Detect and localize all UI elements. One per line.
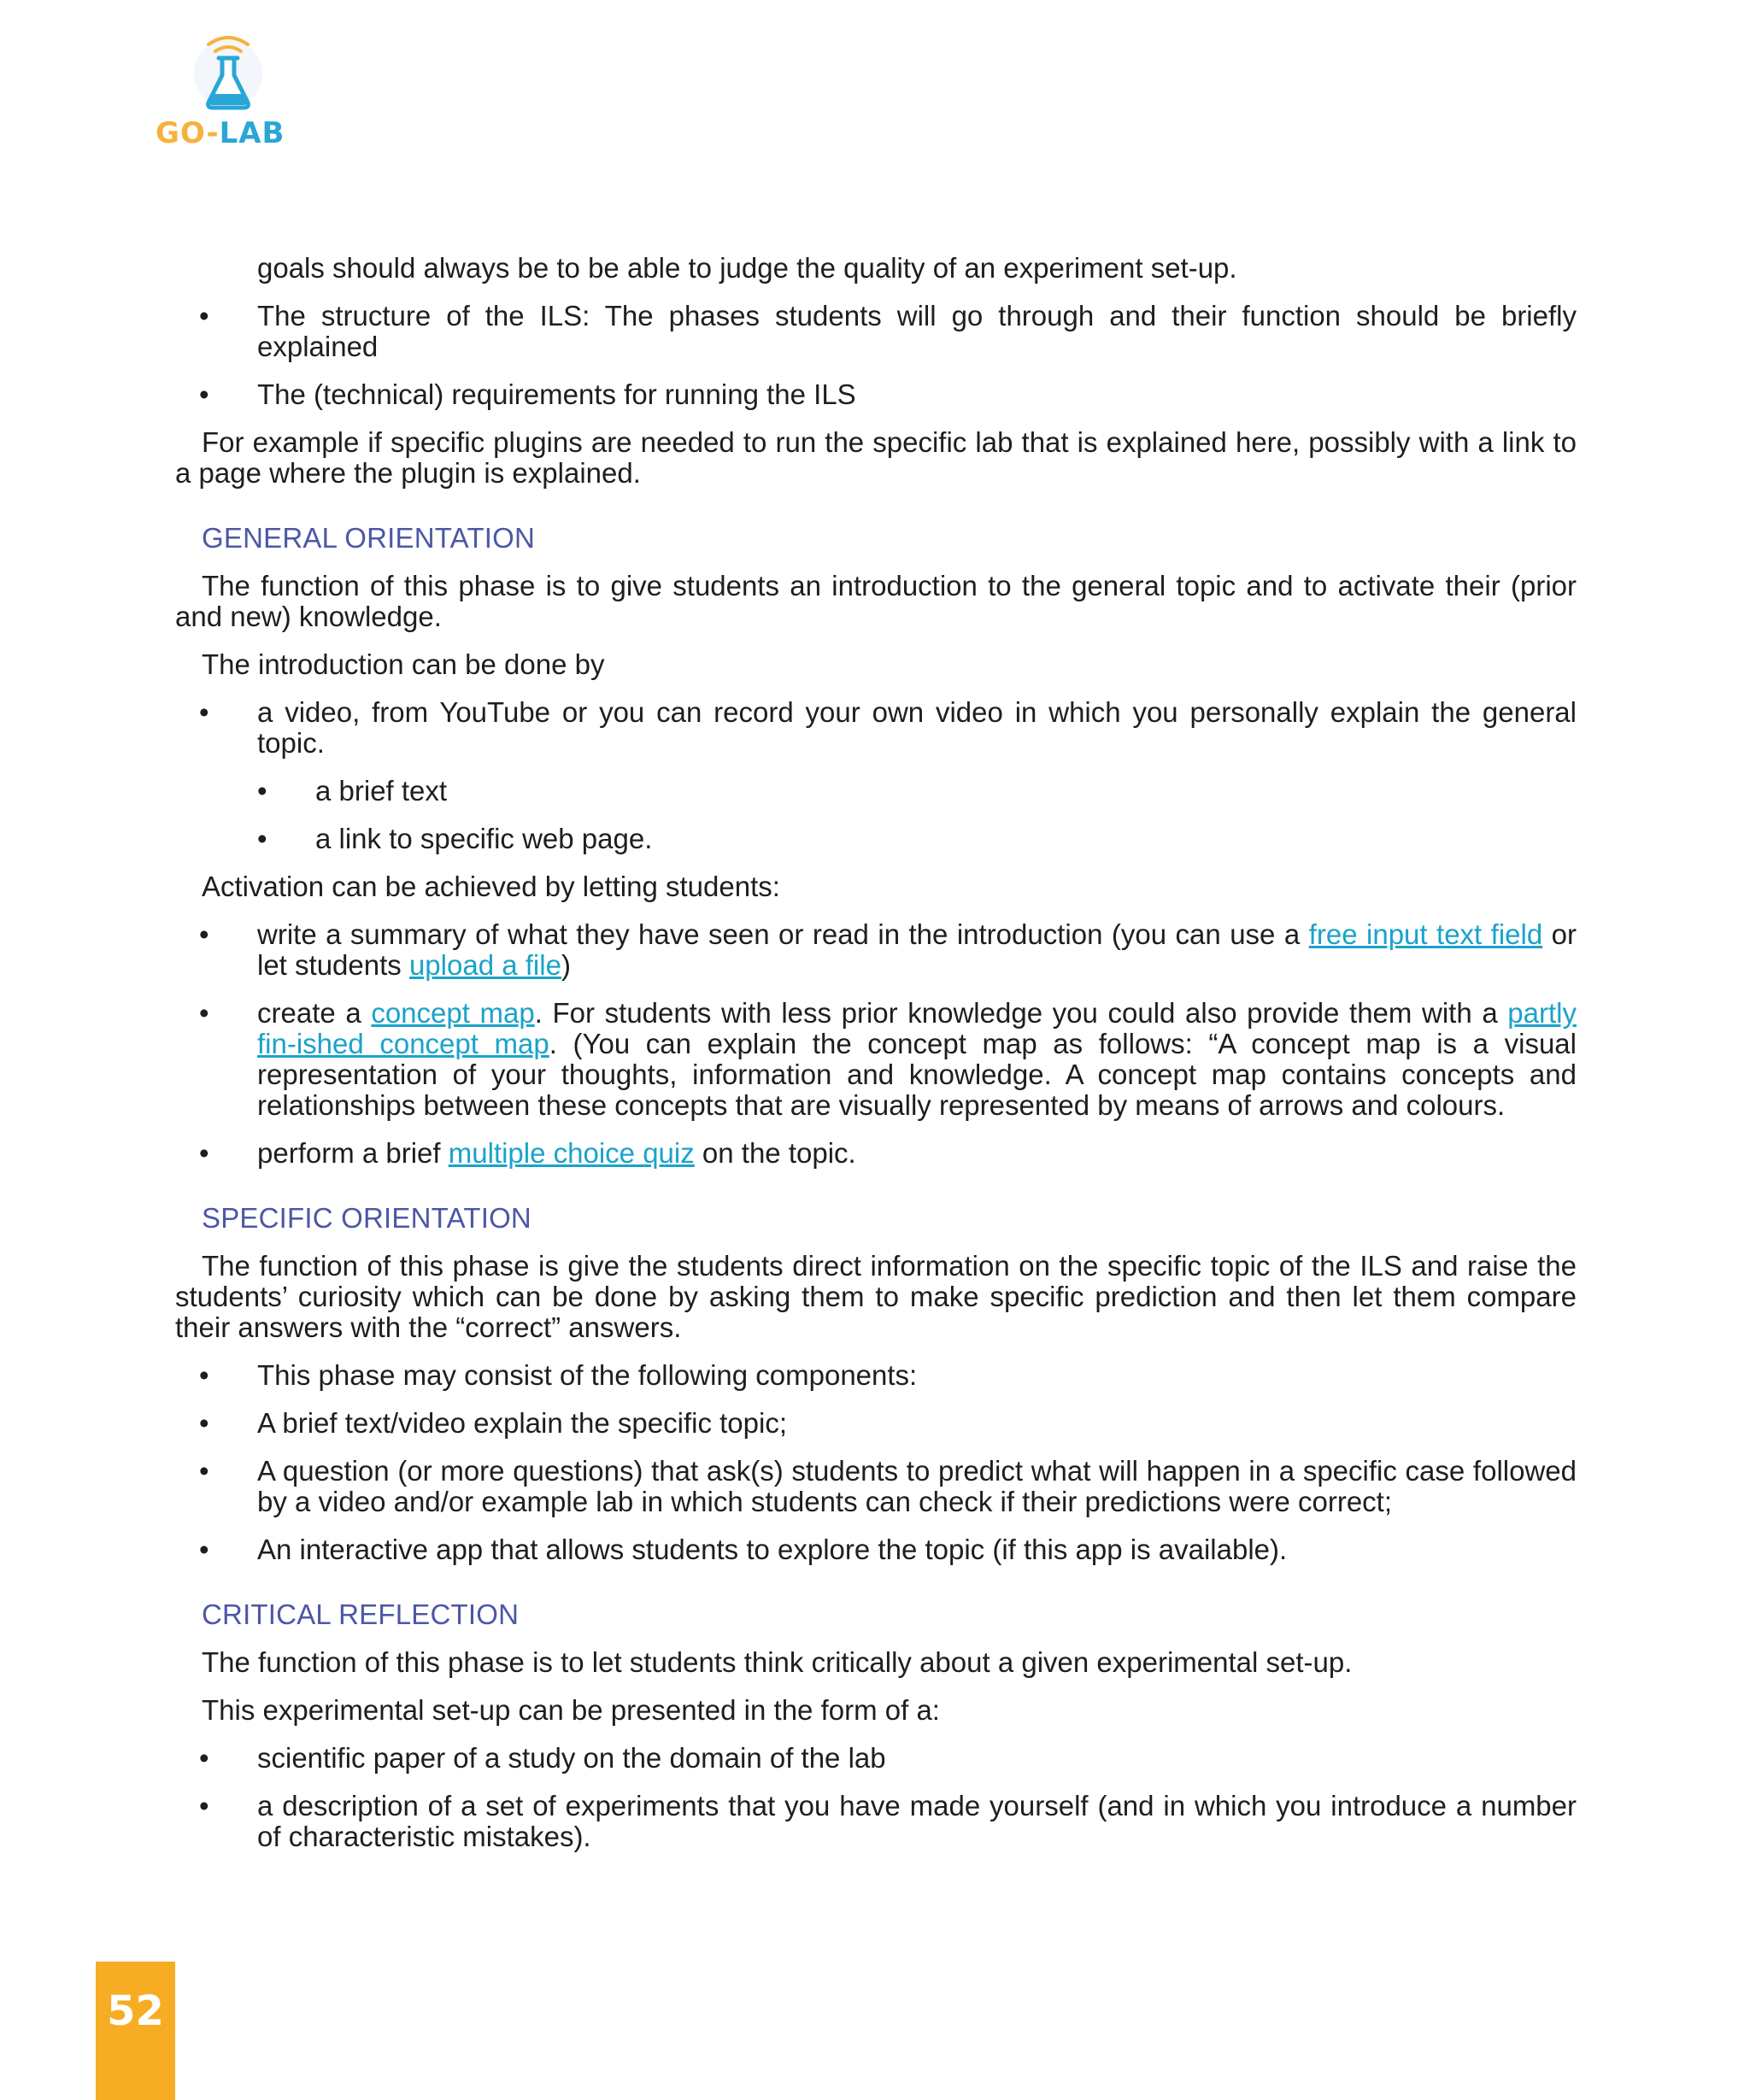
page-content bbox=[175, 253, 1577, 1869]
bullet-glyph: • bbox=[199, 378, 209, 410]
list-item-text: The structure of the ILS: The phases students will go through and their function should be briefly explained bbox=[257, 300, 1577, 362]
paragraph-plugins: For example if specific plugins are needed to run the specific lab that is explained here, possibly with a link to a page where the plugin is explained. bbox=[175, 426, 1577, 489]
list-item-text: a video, from YouTube or you can record your own video in which you personally explain the general topic. bbox=[257, 696, 1577, 759]
list-item-text: . (You can explain the concept map as follows: “A concept map is a visual representation of your thoughts, information and knowledge. A concept map contains concepts and relationships between these concepts that are visually represented by means of arrows and colours. bbox=[257, 1028, 1577, 1121]
bullet-glyph: • bbox=[199, 300, 209, 331]
concept-map-link[interactable]: concept map bbox=[371, 997, 535, 1029]
list-item-components bbox=[175, 1360, 1577, 1391]
partly-finished-concept-map-link[interactable]: partly fin-ished concept map bbox=[257, 997, 1577, 1059]
list-item-structure bbox=[175, 301, 1577, 362]
logo-dash-text: - bbox=[206, 116, 220, 150]
upload-a-file-link[interactable]: upload a file bbox=[408, 949, 561, 981]
list-item-text: A brief text/video explain the specific topic; bbox=[257, 1407, 788, 1439]
paragraph-general-function: The function of this phase is to give students an introduction to the general topic and to activate their (prior and new) knowledge. bbox=[175, 570, 1577, 632]
bullet-glyph: • bbox=[199, 1407, 209, 1439]
bullet-glyph: • bbox=[199, 1534, 209, 1565]
list-item-text: write a summary of what they have seen or read in the introduction (you can use a bbox=[257, 918, 1309, 950]
logo-go-text: GO bbox=[156, 116, 207, 150]
list-item-link-page bbox=[175, 824, 1577, 854]
bullet-glyph: • bbox=[199, 1790, 209, 1821]
bullet-glyph: • bbox=[199, 1455, 209, 1487]
paragraph-activation: Activation can be achieved by letting students: bbox=[202, 871, 780, 902]
list-item-text: perform a brief bbox=[257, 1137, 449, 1169]
logo-lab-text: LAB bbox=[219, 116, 285, 150]
heading-critical-reflection: CRITICAL REFLECTION bbox=[202, 1598, 520, 1630]
bullet-glyph: • bbox=[199, 997, 209, 1029]
bullet-glyph: • bbox=[257, 775, 267, 807]
list-item-text: ) bbox=[561, 949, 571, 981]
page-number: 52 bbox=[107, 1987, 164, 2035]
free-input-text-field-link[interactable]: free input text field bbox=[1308, 918, 1543, 950]
bullet-glyph: • bbox=[199, 1359, 209, 1391]
list-item-text: a link to specific web page. bbox=[315, 823, 653, 854]
list-item-brief-video bbox=[175, 1408, 1577, 1439]
list-item-summary bbox=[175, 919, 1577, 981]
paragraph-presented: This experimental set-up can be presented in the form of a: bbox=[202, 1694, 940, 1726]
paragraph-goals: goals should always be to be able to judge the quality of an experiment set-up. bbox=[257, 252, 1237, 284]
bullet-glyph: • bbox=[199, 918, 209, 950]
bullet-glyph: • bbox=[199, 696, 209, 728]
list-item-text: or let students bbox=[257, 918, 1577, 981]
list-item-text: a brief text bbox=[315, 775, 448, 807]
list-item-description bbox=[175, 1791, 1577, 1852]
list-item-video bbox=[175, 697, 1577, 759]
page-number-tab bbox=[96, 1962, 175, 2100]
logo-wordmark bbox=[156, 116, 285, 150]
list-item-brief-text bbox=[175, 776, 1577, 807]
list-item-text: This phase may consist of the following components: bbox=[257, 1359, 918, 1391]
heading-general-orientation: GENERAL ORIENTATION bbox=[202, 522, 536, 554]
flask-icon bbox=[190, 31, 267, 116]
bullet-glyph: • bbox=[199, 1137, 209, 1169]
paragraph-specific-function: The function of this phase is give the students direct information on the specific topic of the ILS and raise the students’ curiosity which can be done by asking them to make specific prediction and then let them compare their answers with the “correct” answers. bbox=[175, 1250, 1577, 1343]
list-item-text: create a bbox=[257, 997, 372, 1029]
list-item-text: scientific paper of a study on the domain of the lab bbox=[257, 1742, 886, 1774]
multiple-choice-quiz-link[interactable]: multiple choice quiz bbox=[448, 1137, 695, 1169]
go-lab-logo bbox=[154, 31, 299, 159]
list-item-app bbox=[175, 1534, 1577, 1565]
list-item-text: a description of a set of experiments that you have made yourself (and in which you introduce a number of characteristic mistakes). bbox=[257, 1790, 1577, 1852]
heading-specific-orientation: SPECIFIC ORIENTATION bbox=[202, 1202, 531, 1234]
list-item-text: A question (or more questions) that ask(s) students to predict what will happen in a specific case followed by a video and/or example lab in which students can check if their predictions were correct; bbox=[257, 1455, 1577, 1517]
bullet-glyph: • bbox=[199, 1742, 209, 1774]
list-item-text: The (technical) requirements for running the ILS bbox=[257, 378, 856, 410]
list-item-quiz bbox=[175, 1138, 1577, 1169]
list-item-concept-map bbox=[175, 998, 1577, 1121]
paragraph-critical-function: The function of this phase is to let students think critically about a given experimental set-up. bbox=[202, 1646, 1353, 1678]
paragraph-intro-by: The introduction can be done by bbox=[202, 648, 605, 680]
list-item-text: on the topic. bbox=[694, 1137, 856, 1169]
bullet-glyph: • bbox=[257, 823, 267, 854]
list-item-text: An interactive app that allows students to explore the topic (if this app is available). bbox=[257, 1534, 1288, 1565]
list-item-question bbox=[175, 1456, 1577, 1517]
list-item-requirements bbox=[175, 379, 1577, 410]
list-item-paper bbox=[175, 1743, 1577, 1774]
list-item-text: . For students with less prior knowledge you could also provide them with a bbox=[534, 997, 1508, 1029]
